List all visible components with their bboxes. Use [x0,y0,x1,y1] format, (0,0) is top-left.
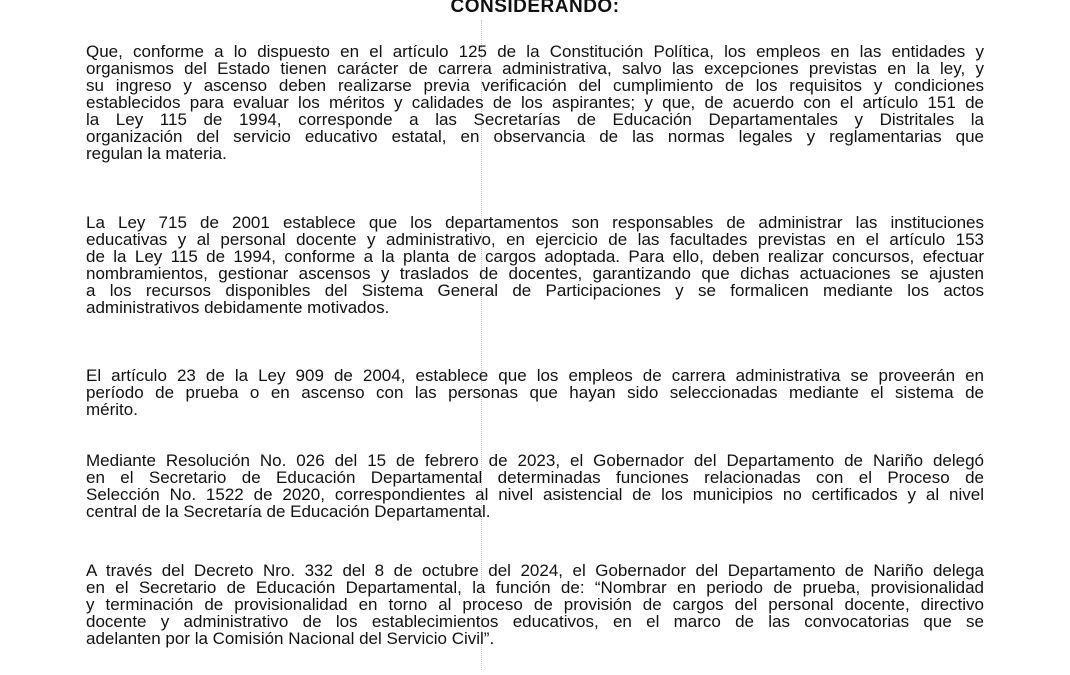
paragraph-line: a los recursos disponibles del Sistema General de Participaciones y se formalicen mediante los actos [86,281,984,300]
section-heading: CONSIDERANDO: [450,0,620,17]
paragraph-line: organismos del Estado tienen carácter de carrera administrativa, salvo las excepciones previstas en la ley, y [86,59,984,78]
paragraph-line: en el Secretario de Educación Departamental, la función de: “Nombrar en periodo de prueba, provisionalidad [86,578,984,597]
paragraph-line: docente y administrativo de los establecimientos educativos, en el marco de las convocatorias que se [86,612,984,631]
paragraph-line: regulan la materia. [86,144,227,163]
paragraph-line: La Ley 715 de 2001 establece que los departamentos son responsables de administrar las instituciones [86,213,984,232]
paragraph-line: central de la Secretaría de Educación Departamental. [86,502,491,521]
paragraph-1 [86,43,984,162]
paragraph-line: A través del Decreto Nro. 332 del 8 de octubre del 2024, el Gobernador del Departamento de Nariño delega [86,561,984,580]
paragraph-line: período de prueba o en ascenso con las personas que hayan sido seleccionadas mediante el sistema de [86,383,984,402]
paragraph-3 [86,367,984,418]
paragraph-line: Que, conforme a lo dispuesto en el artículo 125 de la Constitución Política, los empleos en las entidades y [86,42,984,61]
paragraph-line: su ingreso y ascenso deben realizarse previa verificación del cumplimiento de los requisitos y condiciones [86,76,984,95]
paragraph-2 [86,214,984,316]
paragraph-line: Mediante Resolución No. 026 del 15 de febrero de 2023, el Gobernador del Departamento de Nariño delegó [86,451,984,470]
paragraph-5 [86,562,984,647]
paragraph-line: mérito. [86,400,138,419]
paragraph-4 [86,452,984,520]
paragraph-line: en el Secretario de Educación Departamental determinadas funciones relacionadas con el Proceso de [86,468,984,487]
paragraph-line: Selección No. 1522 de 2020, correspondientes al nivel asistencial de los municipios no certificados y al nivel [86,485,984,504]
paragraph-line: administrativos debidamente motivados. [86,298,390,317]
paragraph-line: adelanten por la Comisión Nacional del Servicio Civil”. [86,629,495,648]
paragraph-line: nombramientos, gestionar ascensos y traslados de docentes, garantizando que dichas actuaciones se ajusten [86,264,984,283]
paragraph-line: de la Ley 115 de 1994, conforme a la planta de cargos adoptada. Para ello, deben realizar concursos, efectuar [86,247,984,266]
paragraph-line: establecidos para evaluar los méritos y calidades de los aspirantes; y que, de acuerdo con el artículo 151 de [86,93,984,112]
paragraph-line: la Ley 115 de 1994, corresponde a las Secretarías de Educación Departamentales y Distritales la [86,110,984,129]
paragraph-line: y terminación de provisionalidad en torno al proceso de provisión de cargos del personal docente, directivo [86,595,984,614]
paragraph-line: organización del servicio educativo estatal, en observancia de las normas legales y reglamentarias que [86,127,984,146]
paragraph-line: educativas y al personal docente y administrativo, en ejercicio de las facultades previstas en el artículo 153 [86,230,984,249]
paragraph-line: El artículo 23 de la Ley 909 de 2004, establece que los empleos de carrera administrativa se proveerán en [86,366,984,385]
